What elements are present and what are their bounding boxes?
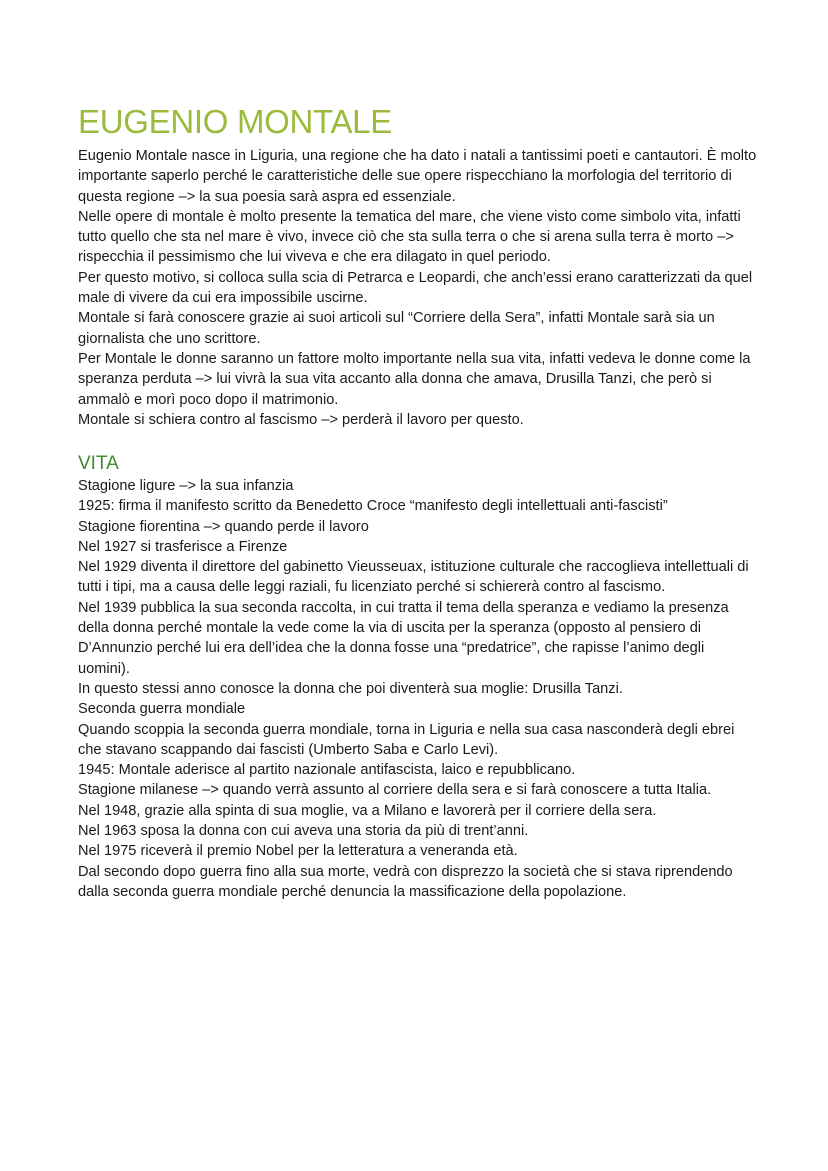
vita-paragraph: 1945: Montale aderisce al partito nazionale antifascista, laico e repubblicano. xyxy=(78,762,576,779)
section-heading-vita: VITA xyxy=(78,453,119,474)
intro-paragraph: Nelle opere di montale è molto presente la tematica del mare, che viene visto come simbolo vita, infatti tutto quello che sta nel mare è vivo, invece ciò che sta sulla terra o che si arena sulla terra è morto –> rispecchia il pessimismo che lui viveva e che era dilagato in quel periodo. xyxy=(78,208,741,266)
intro-paragraph: Montale si schiera contro al fascismo –> perderà il lavoro per questo. xyxy=(78,411,524,428)
intro-paragraph: Per Montale le donne saranno un fattore molto importante nella sua vita, infatti vedeva le donne come la speranza perduta –> lui vivrà la sua vita accanto alla donna che amava, Drusilla Tanzi, che però si ammalò e morì poco dopo il matrimonio. xyxy=(78,350,751,408)
vita-paragraph: Quando scoppia la seconda guerra mondiale, torna in Liguria e nella sua casa nasconderà degli ebrei che stavano scappando dai fascisti (Umberto Saba e Carlo Levi). xyxy=(78,721,735,758)
vita-paragraph: In questo stessi anno conosce la donna che poi diventerà sua moglie: Drusilla Tanzi. xyxy=(78,680,623,697)
vita-paragraph: Nel 1929 diventa il direttore del gabinetto Vieusseuax, istituzione culturale che raccoglieva intellettuali di tutti i tipi, ma a causa delle leggi raziali, fu licenziato perché si schiererà contro al fascismo. xyxy=(78,559,749,596)
intro-paragraph: Montale si farà conoscere grazie ai suoi articoli sul “Corriere della Sera”, infatti Montale sarà sia un giornalista che uno scrittore. xyxy=(78,310,715,347)
vita-paragraph: Dal secondo dopo guerra fino alla sua morte, vedrà con disprezzo la società che si stava riprendendo dalla seconda guerra mondiale perché denuncia la massificazione della popolazione. xyxy=(78,863,733,900)
vita-paragraph: Stagione ligure –> la sua infanzia xyxy=(78,478,294,494)
vita-paragraph: Stagione fiorentina –> quando perde il lavoro xyxy=(78,518,369,535)
vita-section xyxy=(78,476,758,902)
document-title: EUGENIO MONTALE xyxy=(78,103,392,140)
vita-paragraph: Stagione milanese –> quando verrà assunto al corriere della sera e si farà conoscere a tutta Italia. xyxy=(78,782,712,799)
vita-paragraph: Nel 1927 si trasferisce a Firenze xyxy=(78,538,288,555)
intro-paragraph: Per questo motivo, si colloca sulla scia di Petrarca e Leopardi, che anch’essi erano caratterizzati da quel male di vivere da cui era impossibile uscirne. xyxy=(78,269,753,307)
intro-section xyxy=(78,146,758,430)
vita-paragraph: Nel 1963 sposa la donna con cui aveva una storia da più di trent’anni. xyxy=(78,823,529,840)
vita-paragraph: Nel 1939 pubblica la sua seconda raccolta, in cui tratta il tema della speranza e vediamo la presenza della donna perché montale la vede come la via di uscita per la speranza (opposto al pensiero di D’Annunzio perché lui era dell’idea che la donna fosse una “predatrice”, che rapisse l’animo degli uomini). xyxy=(78,599,729,677)
vita-paragraph: Seconda guerra mondiale xyxy=(78,701,246,718)
intro-paragraph: Eugenio Montale nasce in Liguria, una regione che ha dato i natali a tantissimi poeti e cantautori. È molto importante saperlo perché le caratteristiche delle sue opere rispecchiano la morfologia del territorio di questa regione –> la sua poesia sarà aspra ed essenziale. xyxy=(78,148,757,205)
vita-paragraph: Nel 1975 riceverà il premio Nobel per la letteratura a veneranda età. xyxy=(78,843,518,860)
vita-paragraph: Nel 1948, grazie alla spinta di sua moglie, va a Milano e lavorerà per il corriere della sera. xyxy=(78,802,657,819)
vita-paragraph: 1925: firma il manifesto scritto da Benedetto Croce “manifesto degli intellettuali anti-fascisti” xyxy=(78,498,668,515)
